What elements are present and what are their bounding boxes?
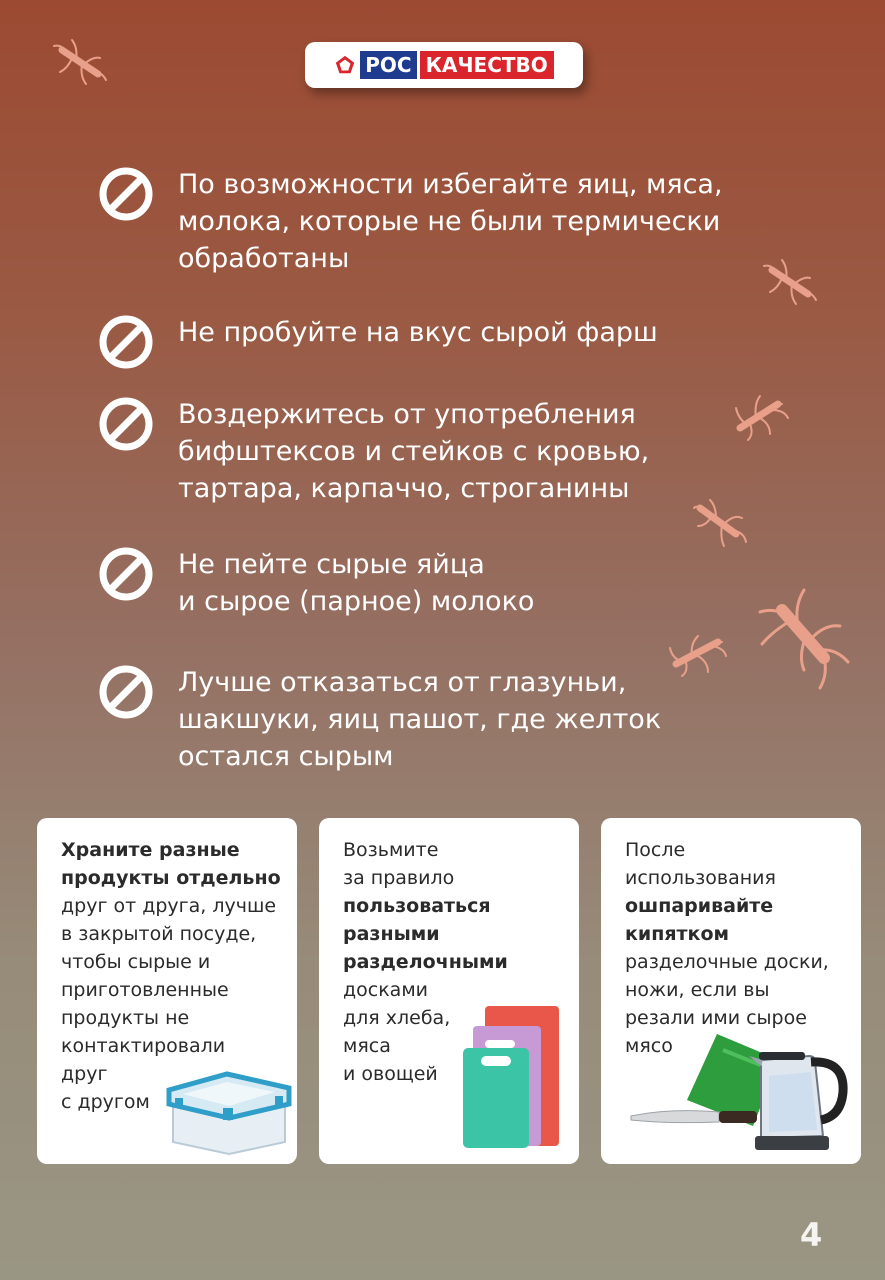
rule-text: Не пейте сырые яйца и сырое (парное) молоко (178, 549, 535, 617)
card-line: использования (625, 867, 776, 889)
rule-item (98, 396, 798, 507)
pentagon-icon (334, 54, 356, 76)
card-line: контактировали (61, 1035, 226, 1057)
card-line: в закрытой посуде, (61, 923, 257, 945)
card-line: ножи, если вы (625, 979, 770, 1001)
card-line: разделочные доски, (625, 951, 829, 973)
rule-item (98, 314, 798, 370)
card-line: продукты не (61, 1007, 190, 1029)
card-bold-line: разделочными (343, 951, 508, 973)
prohibition-icon (98, 166, 154, 222)
card-bold-line: пользоваться (343, 895, 491, 917)
tip-card-cutting-boards (319, 818, 579, 1164)
card-line: друг (61, 1063, 108, 1085)
card-line: за правило (343, 867, 455, 889)
card-line: с другом (61, 1091, 150, 1113)
card-line: мяса (343, 1035, 391, 1057)
card-line: для хлеба, (343, 1007, 451, 1029)
logo-kachestvo-text: КАЧЕСТВО (420, 51, 554, 79)
prohibition-icon (98, 664, 154, 720)
card-line: досками (343, 979, 429, 1001)
card-bold-line: ошпаривайте (625, 895, 774, 917)
card-bold-line: Храните разные (61, 839, 240, 861)
rule-text: Лучше отказаться от глазуньи, шакшуки, яиц пашот, где желток остался сырым (178, 667, 662, 772)
card-line: приготовленные (61, 979, 229, 1001)
food-container-icon (165, 1064, 293, 1156)
card-text (625, 836, 857, 1060)
kettle-icon (747, 1040, 851, 1154)
rule-text: Не пробуйте на вкус сырой фарш (178, 317, 658, 348)
card-line: После (625, 839, 686, 861)
prohibition-icon (98, 546, 154, 602)
card-line: чтобы сырые и (61, 951, 211, 973)
roskachestvo-logo (305, 42, 583, 88)
tip-card-boiling-water (601, 818, 861, 1164)
card-line: друг от друга, лучше (61, 895, 277, 917)
cutting-boards-icon (459, 1004, 563, 1150)
rule-text: Воздержитесь от употребления бифштексов и стейков с кровью, тартара, карпаччо, строганины (178, 399, 650, 504)
rule-item (98, 664, 798, 775)
card-bold-line: продукты отдельно (61, 867, 281, 889)
rule-text: По возможности избегайте яиц, мяса, молока, которые не были термически обработаны (178, 169, 723, 274)
card-line: и овощей (343, 1063, 438, 1085)
card-line: мясо (625, 1035, 673, 1057)
prohibition-icon (98, 314, 154, 370)
card-line: резали ими сырое (625, 1007, 807, 1029)
page-number: 4 (800, 1216, 823, 1254)
card-bold-line: разными (343, 923, 440, 945)
bacteria-icon (48, 34, 112, 90)
rule-item (98, 166, 798, 277)
tip-card-separate-storage (37, 818, 297, 1164)
rule-item (98, 546, 798, 620)
knife-icon (629, 1106, 759, 1130)
prohibition-icon (98, 396, 154, 452)
card-line: Возьмите (343, 839, 439, 861)
logo-ros-text: РОС (360, 51, 416, 79)
card-bold-line: кипятком (625, 923, 730, 945)
